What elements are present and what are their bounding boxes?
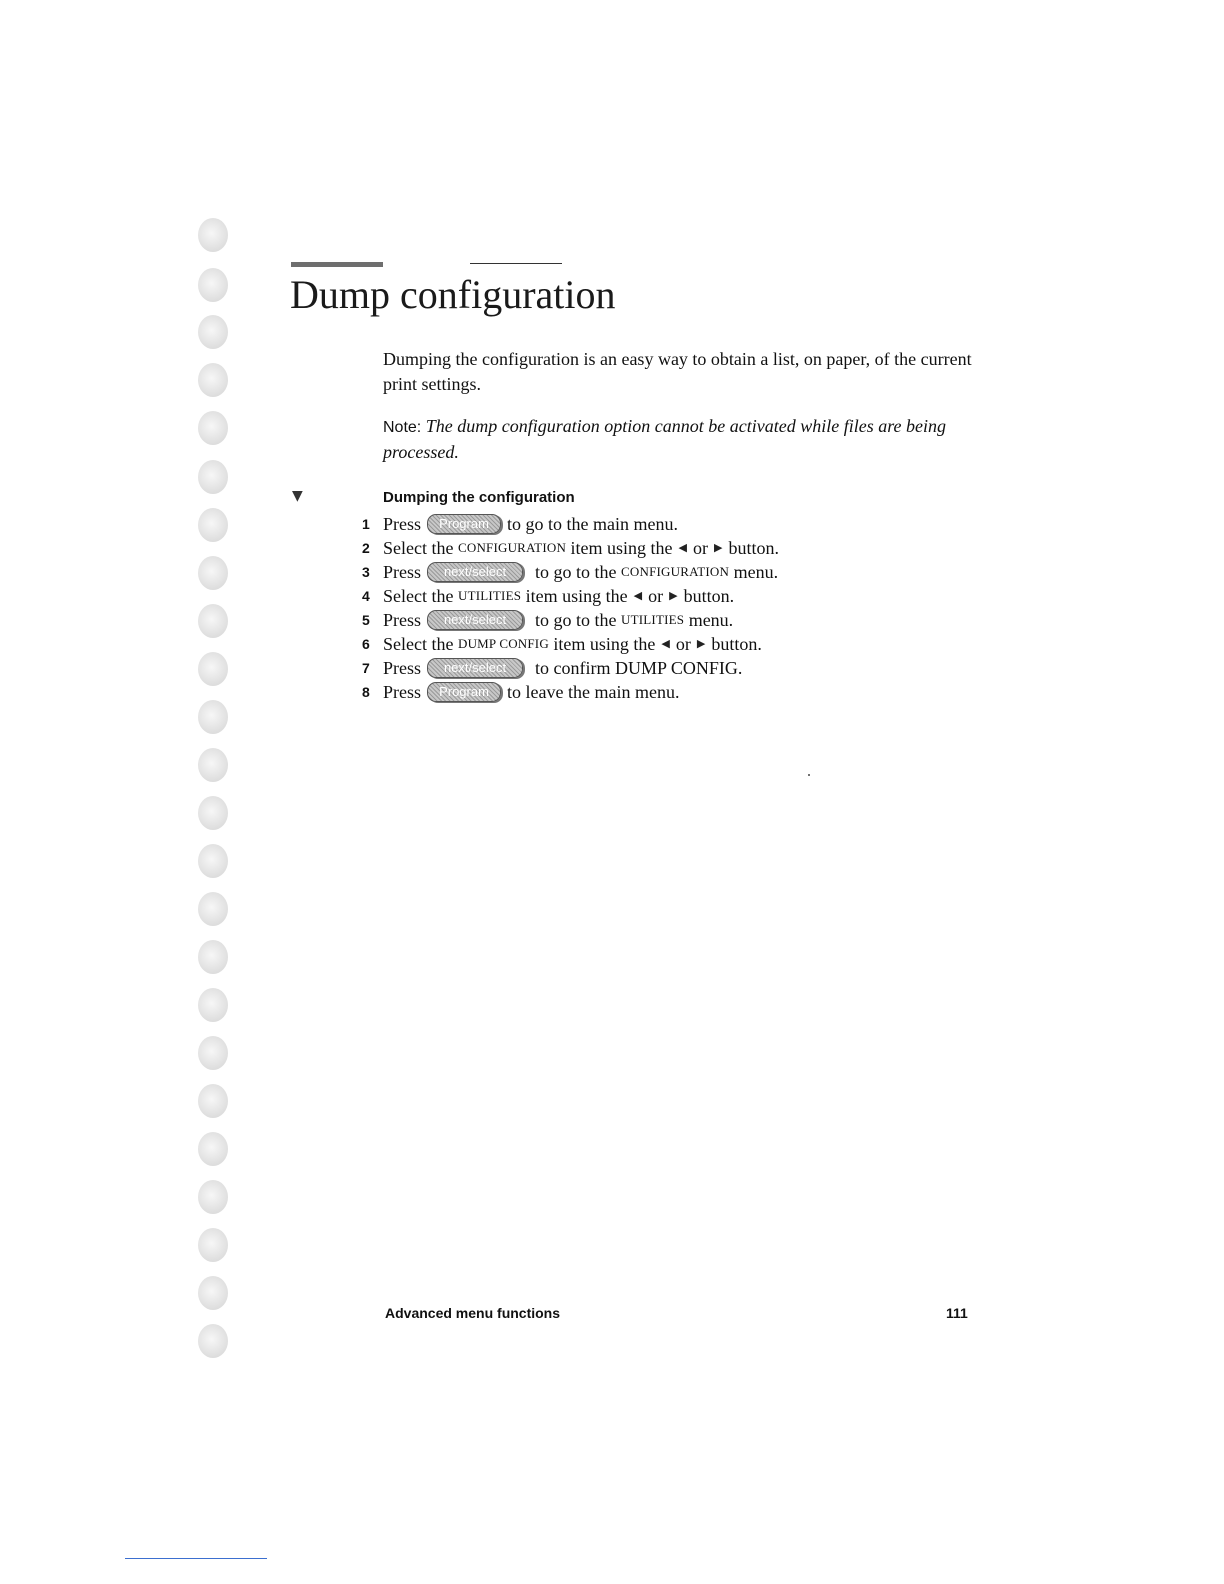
step-or: or — [648, 586, 664, 606]
header-rule-thin — [470, 263, 562, 264]
step-text: to leave the main menu. — [507, 682, 680, 702]
binder-hole-icon — [198, 1036, 228, 1070]
binder-hole-icon — [198, 1132, 228, 1166]
step-text: item using the — [570, 538, 673, 558]
step-6 — [362, 632, 779, 656]
page-title: Dump configuration — [290, 272, 616, 317]
step-or: or — [693, 538, 709, 558]
menu-item-name: CONFIGURATION — [457, 540, 567, 555]
step-text: to go to the main menu. — [507, 514, 678, 534]
step-1 — [362, 512, 779, 536]
binder-hole-icon — [198, 796, 228, 830]
right-arrow-icon: ▶ — [669, 589, 678, 602]
binder-hole-icon — [198, 1324, 228, 1358]
binder-hole-icon — [198, 700, 228, 734]
menu-name: UTILITIES — [621, 612, 685, 627]
step-verb: Press — [383, 610, 422, 630]
binder-hole-icon — [198, 1228, 228, 1262]
step-5 — [362, 608, 779, 632]
right-arrow-icon: ▶ — [714, 541, 723, 554]
scan-speck — [808, 774, 810, 776]
step-number: 8 — [362, 684, 370, 700]
binder-hole-icon — [198, 988, 228, 1022]
binder-hole-icon — [198, 940, 228, 974]
program-key-icon: Program — [427, 514, 501, 534]
left-arrow-icon: ◀ — [678, 541, 688, 554]
menu-item-name: UTILITIES — [457, 588, 522, 603]
step-verb: Press — [383, 514, 422, 534]
step-verb: Select the — [383, 586, 454, 606]
step-7 — [362, 656, 779, 680]
binder-hole-icon — [198, 1180, 228, 1214]
binder-hole-icon — [198, 604, 228, 638]
binder-hole-icon — [198, 1276, 228, 1310]
next-select-key-icon: next/select — [427, 658, 523, 678]
step-verb: Press — [383, 682, 422, 702]
binder-hole-icon — [198, 411, 228, 445]
step-4 — [362, 584, 779, 608]
binder-hole-icon — [198, 218, 228, 252]
step-verb: Press — [383, 562, 422, 582]
note-text: The dump configuration option cannot be activated while files are being processed. — [383, 416, 947, 462]
section-heading: Dumping the configuration — [383, 489, 575, 506]
binder-hole-icon — [198, 1084, 228, 1118]
step-number: 3 — [362, 564, 370, 580]
binder-hole-icon — [198, 556, 228, 590]
step-text: item using the — [553, 634, 656, 654]
binder-hole-icon — [198, 748, 228, 782]
binder-hole-icon — [198, 844, 228, 878]
step-number: 4 — [362, 588, 370, 604]
binder-hole-icon — [198, 508, 228, 542]
menu-name: CONFIGURATION — [621, 564, 730, 579]
step-8 — [362, 680, 779, 704]
step-3 — [362, 560, 779, 584]
step-text-suffix: menu. — [688, 610, 734, 630]
binder-hole-icon — [198, 268, 228, 302]
step-text-suffix: menu. — [733, 562, 779, 582]
binder-hole-icon — [198, 652, 228, 686]
note-paragraph — [383, 414, 983, 465]
bottom-edge-line — [125, 1558, 267, 1559]
note-label: Note: — [383, 419, 422, 436]
step-text: to go to the — [535, 562, 617, 582]
step-number: 6 — [362, 636, 370, 652]
left-arrow-icon: ◀ — [661, 637, 670, 650]
binder-hole-icon — [198, 315, 228, 349]
left-arrow-icon: ◀ — [633, 589, 643, 602]
procedure-steps — [362, 512, 779, 704]
binder-hole-icon — [198, 363, 228, 397]
binder-hole-icon — [198, 892, 228, 926]
step-button-word: button. — [711, 634, 762, 654]
section-marker-icon: ▼ — [292, 488, 303, 504]
binder-hole-icon — [198, 460, 228, 494]
step-number: 1 — [362, 516, 370, 532]
next-select-key-icon: next/select — [427, 562, 523, 582]
next-select-key-icon: next/select — [427, 610, 523, 630]
step-button-word: button. — [683, 586, 735, 606]
right-arrow-icon: ▶ — [696, 637, 706, 650]
intro-paragraph: Dumping the configuration is an easy way to obtain a list, on paper, of the current print settings. — [383, 349, 972, 394]
header-rule-thick — [291, 262, 383, 267]
step-number: 2 — [362, 540, 370, 556]
step-2 — [362, 536, 779, 560]
step-verb: Select the — [383, 634, 454, 654]
program-key-icon: Program — [427, 682, 501, 702]
step-text: to go to the — [535, 610, 617, 630]
step-text: item using the — [525, 586, 628, 606]
step-number: 5 — [362, 612, 370, 628]
step-number: 7 — [362, 660, 370, 676]
binder-holes — [198, 218, 234, 1358]
step-button-word: button. — [728, 538, 779, 558]
step-verb: Press — [383, 658, 422, 678]
step-or: or — [675, 634, 691, 654]
step-verb: Select the — [383, 538, 454, 558]
step-text: to confirm DUMP CONFIG. — [535, 658, 743, 678]
menu-item-name: DUMP CONFIG — [457, 636, 549, 651]
page-number: 111 — [946, 1305, 968, 1321]
footer-section-title: Advanced menu functions — [385, 1305, 561, 1321]
